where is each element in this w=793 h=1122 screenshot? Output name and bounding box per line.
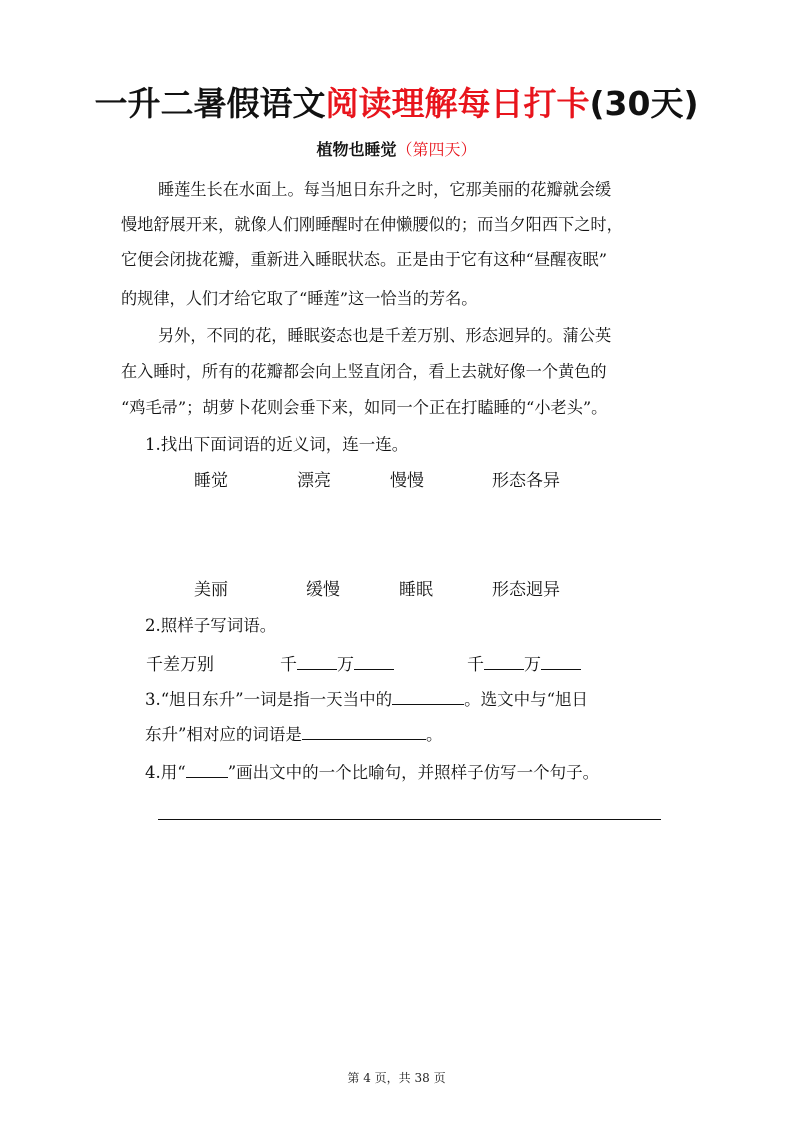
match-word-bottom: 形态迥异: [492, 580, 560, 600]
underline-sample: [186, 760, 228, 778]
title-red-part: 阅读理解每日打卡: [325, 84, 590, 123]
question-3-text-d: 。: [425, 725, 443, 744]
blank-input[interactable]: [297, 652, 337, 670]
blank-input[interactable]: [354, 652, 394, 670]
question-3-text-a: 3.“旭日东升”一词是指一天当中的: [145, 690, 393, 709]
title-suffix: (30天): [589, 84, 699, 123]
char-wan: 万: [524, 655, 541, 675]
match-word-top: 慢慢: [390, 471, 424, 491]
passage-line: 的规律，人们才给它取了“睡莲”这一恰当的芳名。: [121, 289, 478, 308]
passage-title-main: 植物也睡觉: [316, 140, 397, 159]
title-black-part: 一升二暑假语文: [94, 84, 326, 123]
char-wan: 万: [337, 655, 354, 675]
question-4-text-a: 4.用“: [145, 763, 186, 782]
example-word: 千差万别: [146, 655, 214, 675]
page-title: [0, 78, 793, 125]
passage-line: 另外，不同的花，睡眠姿态也是千差万别、形态迥异的。蒲公英: [158, 326, 612, 345]
question-2-prompt: 2.照样子写词语。: [145, 616, 277, 635]
char-qian: 千: [280, 655, 297, 675]
passage-line: 它便会闭拢花瓣，重新进入睡眠状态。正是由于它有这种“昼醒夜眠”: [121, 250, 607, 269]
question-3-line-2: [145, 721, 442, 745]
question-3-text-b: 。选文中与“旭日: [464, 690, 589, 709]
match-word-top: 形态各异: [492, 471, 560, 491]
passage-title-day: （第四天）: [396, 140, 477, 159]
char-qian: 千: [467, 655, 484, 675]
fill-word-2: [467, 650, 581, 675]
question-4-prompt: [145, 759, 599, 783]
passage-line: 在入睡时，所有的花瓣都会向上竖直闭合，看上去就好像一个黄色的: [121, 362, 607, 381]
passage-title: [0, 137, 793, 160]
question-3-line-1: [145, 686, 588, 710]
passage-line: 慢地舒展开来，就像人们刚睡醒时在伸懒腰似的；而当夕阳西下之时，: [121, 215, 623, 234]
blank-input[interactable]: [302, 722, 426, 740]
question-3-text-c: 东升”相对应的词语是: [145, 725, 302, 744]
question-4-text-b: ”画出文中的一个比喻句，并照样子仿写一个句子。: [227, 763, 600, 782]
blank-input[interactable]: [541, 652, 581, 670]
passage-line: 睡莲生长在水面上。每当旭日东升之时，它那美丽的花瓣就会缓: [158, 180, 612, 199]
match-word-bottom: 睡眠: [399, 580, 433, 600]
blank-input[interactable]: [484, 652, 524, 670]
passage-line: “鸡毛帚”；胡萝卜花则会垂下来，如同一个正在打瞌睡的“小老头”。: [121, 398, 608, 417]
blank-input[interactable]: [392, 687, 464, 705]
question-1-prompt: 1.找出下面词语的近义词，连一连。: [145, 435, 409, 454]
match-word-bottom: 美丽: [194, 580, 228, 600]
page-footer: 第 4 页，共 38 页: [347, 1071, 446, 1085]
match-word-bottom: 缓慢: [306, 580, 340, 600]
match-word-top: 漂亮: [297, 471, 331, 491]
answer-line[interactable]: [158, 819, 661, 820]
fill-word-1: [280, 650, 394, 675]
match-word-top: 睡觉: [194, 471, 228, 491]
